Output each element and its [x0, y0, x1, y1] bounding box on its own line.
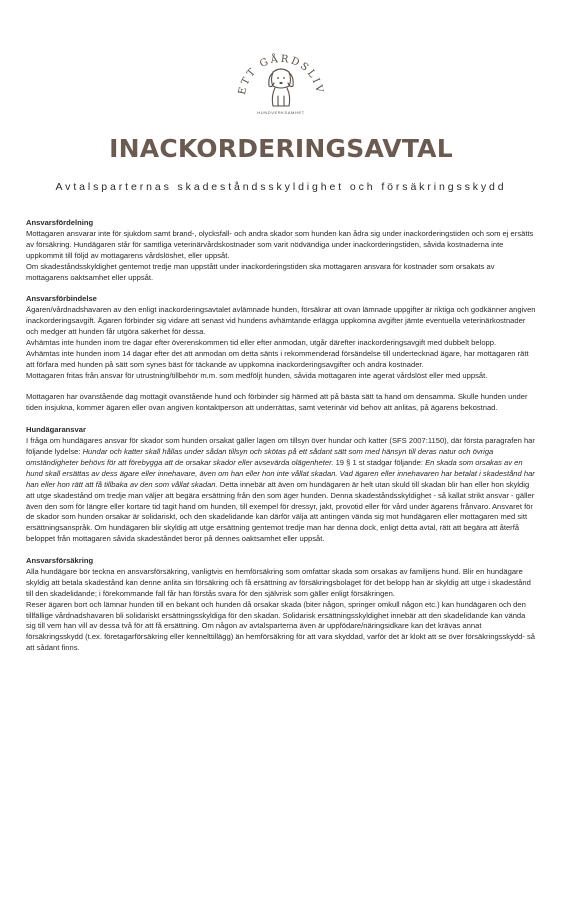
section-ansvarsfordelning: [26, 218, 536, 283]
document-body: [26, 218, 536, 665]
text-run: I fråga om hundägares ansvar för skador som hunden orsakat gäller lagen om tillsyn över hundar och katter (SFS 2007:1150), där första paragrafen har följande lydelse:: [26, 436, 535, 456]
svg-text:ETT GÅRDSLIV: [237, 53, 325, 96]
paragraph: Om skadeståndsskyldighet gentemot tredje man uppstått under inackorderingstiden ska mottagaren ansvara för kostnader som orsakats av mottagarens oaktsamhet eller uppsåt.: [26, 261, 495, 282]
paragraph: Mottagaren fritas från ansvar för utrustning/tillbehör m.m. som medföljt hunden, såvida mottagaren inte agerat vårdslöst eller med uppsåt.: [26, 370, 488, 380]
logo: [231, 36, 331, 126]
section-heading: Ansvarsfördelning: [26, 218, 94, 227]
paragraph: Alla hundägare bör teckna en ansvarsförsäkring, vanligtvis en hemförsäkring som omfattar skada som orsakas av familjens hund. Blir en hundägare skyldig att betala skadestånd kan denne anlita sin försäkring och få ersättning av försäkringsbolaget för det belopp han är skyldig att utge i skadestånd till den skadelidande; i förekommande fall får han förstås svara för den självrisk som gäller enligt försäkringen.: [26, 566, 531, 598]
paragraph: Mottagaren ansvarar inte för sjukdom samt brand-, olycksfall- och andra skador som hunden kan ådra sig under inackorderingstiden och som ej ersätts av försäkring. Hundägaren står för samtliga veterinärvårdskostnader som varit nödvändiga under inackorderingstiden, såvida kostnaderna inte uppkommit till följd av mottagarens vårdslöshet, eller uppsåt.: [26, 228, 534, 260]
document-subtitle: Avtalsparternas skadeståndsskyldighet och försäkringsskydd: [55, 181, 507, 193]
paragraph: Mottagaren har ovanstående dag mottagit ovanstående hund och förbinder sig härmed att på bästa sätt ta hand om densamma. Skulle hunden under tiden insjukna, kommer ägaren eller ovan angiven kontaktperson att underrättas, samt veterinär vid behov att anlitas, på ägarens bekostnad.: [26, 392, 528, 413]
section-heading: Ansvarsförsäkring: [26, 556, 94, 566]
logo-name: ETT GÅRDSLIV: [236, 53, 326, 96]
section-ansvarsforbindelse: [26, 294, 536, 414]
paragraph: [26, 436, 536, 545]
section-heading: Ansvarsförbindelse: [26, 294, 97, 304]
paragraph: Ägaren/vårdnadshavaren av den enligt inackorderingsavtalet avlämnade hunden, försäkrar att ovan lämnade uppgifter är riktiga och godkänner angiven inackorderingsavgift. Ägaren förbinder sig vidare att senast vid hundens avhämtande erlägga uppkomna avgifter jämte eventuella veterinärkostnader och medger att hunden får utgöra säkerhet för dessa.: [26, 305, 536, 337]
paragraph: Avhämtas inte hunden inom 14 dagar efter det att anmodan om detta sänts i rekommenderad försändelse till undertecknad ägare, har mottagaren rätt att förfara med hunden på sätt som synes bäst för täckande av uppkomna inackorderingsavgifter och andra kostnader.: [26, 348, 529, 369]
law-quote: En skada som orsakas av en hund skall ersättas av dess ägare eller innehavare, även om han eller hon inte vållat skadan. Vad ägaren eller innehavaren har betalat i skadestånd har han eller hon rätt att få tillbaka av den som vållat skadan.: [26, 457, 535, 489]
logo-tagline: HUNDVERKSAMHET: [257, 110, 305, 115]
section-hundagaransvar: [26, 425, 536, 545]
section-heading: Hundägaransvar: [26, 425, 86, 435]
paragraph: Avhämtas inte hunden inom tre dagar efter överenskommen tid eller efter anmodan, utgår därefter inackorderingsavgift med dubbelt belopp.: [26, 337, 497, 347]
law-quote: Hundar och katter skall hållas under sådan tillsyn och skötas på ett sådant sätt som med hänsyn till deras natur och övriga omständigheter behövs för att förebygga att de orsakar skador eller avsevärda olägenheter.: [26, 446, 494, 467]
text-run: 19 § 1 st stadgar följande:: [333, 457, 426, 467]
text-run: Detta innebär att även om hundägaren är helt utan skuld till skadan blir han eller hon skyldig att utge skadestånd om tredje man väljer att begära ersättning från den som äger hunden. Denna skadeståndsskyldighet - så kallat strikt ansvar - gäller även den som för längre eller kortare tid tagit hand om hunden, till exempel för dressyr, jakt, provotid eller för vård under ägarens frånvaro. Ansvaret för de skador som hunden orsakar är solidariskt, och den skadelidande kan därför välja att antingen vända sig mot hundägaren eller mottagaren med sitt ersättningsanspråk. Om hundägaren blir skyldig att utge ersättning gentemot tredje man har denna dock, enligt detta avtal, rätt att begära att återfå beloppet från mottagaren såvida skadeståndet beror på dennes oaktsamhet eller uppsåt.: [26, 479, 535, 544]
paragraph: Reser ägaren bort och lämnar hunden till en bekant och hunden då orsakar skada (biter någon, springer omkull någon etc.) kan hundägaren och den tillfällige vårdnadshavaren bli solidariskt ersättningsskyldiga för den skadan. Solidarisk ersättningsskyldighet innebär att den skadelidande kan vända sig till vem han vill av dessa två för att få ersättning. Om någon av avtalsparterna även är uppfödare/näringsidkare kan det krävas annat försäkringsskydd (t.ex. företagarförsäkring eller kennelttillägg) än hemförsäkring för att vara skyddad, varför det är klokt att se över försäkringsskydd- så att sådant finns.: [26, 599, 536, 653]
document-title: INACKORDERINGSAVTAL: [109, 134, 453, 163]
section-ansvarsforsakring: [26, 556, 536, 654]
